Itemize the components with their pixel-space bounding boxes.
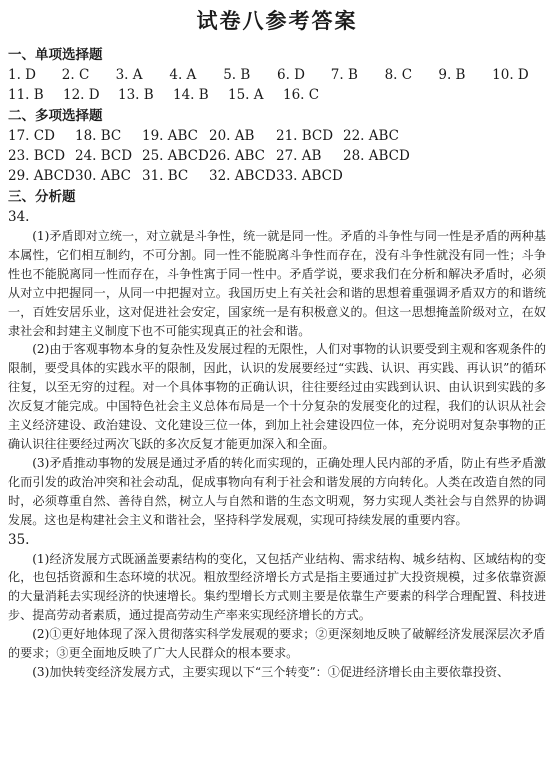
answer-item: 23. BCD (8, 148, 66, 164)
answer-item: 25. ABCD (142, 148, 209, 164)
answer-item: 5. B (223, 67, 251, 83)
answer-item: 9. B (438, 67, 466, 83)
answer-item: 26. ABC (209, 148, 266, 164)
page-title: 试卷八参考答案 (196, 8, 358, 33)
answer-item: 20. AB (209, 128, 255, 144)
answer-item: 6. D (276, 67, 305, 83)
answer-item: 18. BC (75, 128, 122, 144)
multi-answer-row-1 (8, 126, 546, 146)
answer-item: 33. ABCD (276, 168, 343, 184)
multi-answer-row-2 (8, 146, 546, 166)
question-35-number: 35. (8, 531, 30, 548)
answer-item: 4. A (169, 67, 197, 83)
answer-item: 32. ABCD (209, 168, 276, 184)
answer-item: 14. B (173, 87, 209, 103)
answer-item: 2. C (61, 67, 90, 83)
answer-item: 8. C (384, 67, 413, 83)
answer-item: 27. AB (276, 148, 322, 164)
section-analysis: 三、分析题 (8, 189, 76, 205)
q35-answer-part-1: (1)经济发展方式既涵盖要素结构的变化，又包括产业结构、需求结构、城乡结构、区域结构的变化，也包括资源和生态环境的状况。粗放型经济增长方式是指主要通过扩大投资规模，过多依靠资源的大量消耗去实现经济的快速增长。集约型增长方式则主要是依靠生产要素的科学合理配置、科技进步、提高劳动者素质，通过提高劳动生产率来实现经济增长的方式。 (8, 551, 546, 623)
answer-item: 22. ABC (343, 128, 400, 144)
single-answer-row-2 (8, 85, 546, 105)
answer-item: 21. BCD (276, 128, 334, 144)
answer-item: 19. ABC (142, 128, 199, 144)
section-single-choice: 一、单项选择题 (8, 47, 103, 63)
answer-item: 3. A (115, 67, 143, 83)
answer-item: 29. ABCD (8, 168, 75, 184)
q34-answer-part-1: (1)矛盾即对立统一，对立就是斗争性，统一就是同一性。矛盾的斗争性与同一性是矛盾的两种基本属性，它们相互制约，不可分割。同一性不能脱离斗争性而存在，没有斗争性就没有同一性；斗争性也不能脱离同一性而存在，斗争性寓于同一性中。矛盾学说，要求我们在分析和解决矛盾时，必须从对立中把握同一，从同一中把握对立。我国历史上有关社会和谐的思想着重强调矛盾双方的和谐统一，百姓安居乐业，这对促进社会安定，国家统一是有积极意义的。但这一思想掩盖阶级对立，在奴隶社会和封建主义制度下也不可能实现真正的社会和谐。 (8, 229, 546, 338)
answer-item: 28. ABCD (343, 148, 410, 164)
answer-item: 11. B (8, 87, 44, 103)
answer-item: 7. B (330, 67, 358, 83)
answer-item: 24. BCD (75, 148, 133, 164)
q34-answer-part-2: (2)由于客观事物本身的复杂性及发展过程的无限性，人们对事物的认识要受到主观和客观条件的限制，要受具体的实践水平的限制，因此，认识的发展要经过“实践、认识、再实践、再认识”的循环往复，以至无穷的过程。对一个具体事物的正确认识，往往要经过由实践到认识、由认识到实践的多次反复才能完成。中国特色社会主义总体布局是一个十分复杂的发展变化的过程，我们的认识从社会主义经济建设、政治建设、文化建设三位一体，到加上社会建设四位一体，充分说明对复杂事物的正确认识往往要经过两次飞跃的多次反复才能更加深入和全面。 (8, 342, 546, 451)
answer-item: 13. B (118, 87, 154, 103)
q34-answer-part-3: (3)矛盾推动事物的发展是通过矛盾的转化而实现的，正确处理人民内部的矛盾，防止有些矛盾激化而引发的政治冲突和社会动乱，促成事物向有利于社会和谐发展的方向转化。人类在改造自然的同时，必须尊重自然、善待自然，树立人与自然和谐的生态文明观，努力实现人类社会与自然界的协调发展。这也是构建社会主义和谐社会，坚持科学发展观，实现可持续发展的重要内容。 (8, 455, 546, 527)
answer-item: 10. D (492, 67, 529, 83)
q35-answer-part-2: (2)①更好地体现了深入贯彻落实科学发展观的要求；②更深刻地反映了破解经济发展深层次矛盾的要求；③更全面地反映了广大人民群众的根本要求。 (8, 627, 546, 661)
answer-item: 12. D (63, 87, 100, 103)
answer-item: 1. D (8, 67, 36, 83)
question-34-number: 34. (8, 209, 30, 225)
answer-item: 17. CD (8, 128, 55, 144)
q35-answer-part-3: (3)加快转变经济发展方式，主要实现以下“三个转变”：①促进经济增长由主要依靠投资、 (32, 664, 510, 679)
answer-item: 16. C (283, 87, 320, 103)
answer-item: 31. BC (142, 168, 189, 184)
answer-item: 15. A (228, 87, 264, 103)
single-answer-row-1 (8, 65, 546, 85)
multi-answer-row-3 (8, 166, 546, 186)
section-multiple-choice: 二、多项选择题 (8, 108, 103, 124)
answer-item: 30. ABC (75, 168, 132, 184)
